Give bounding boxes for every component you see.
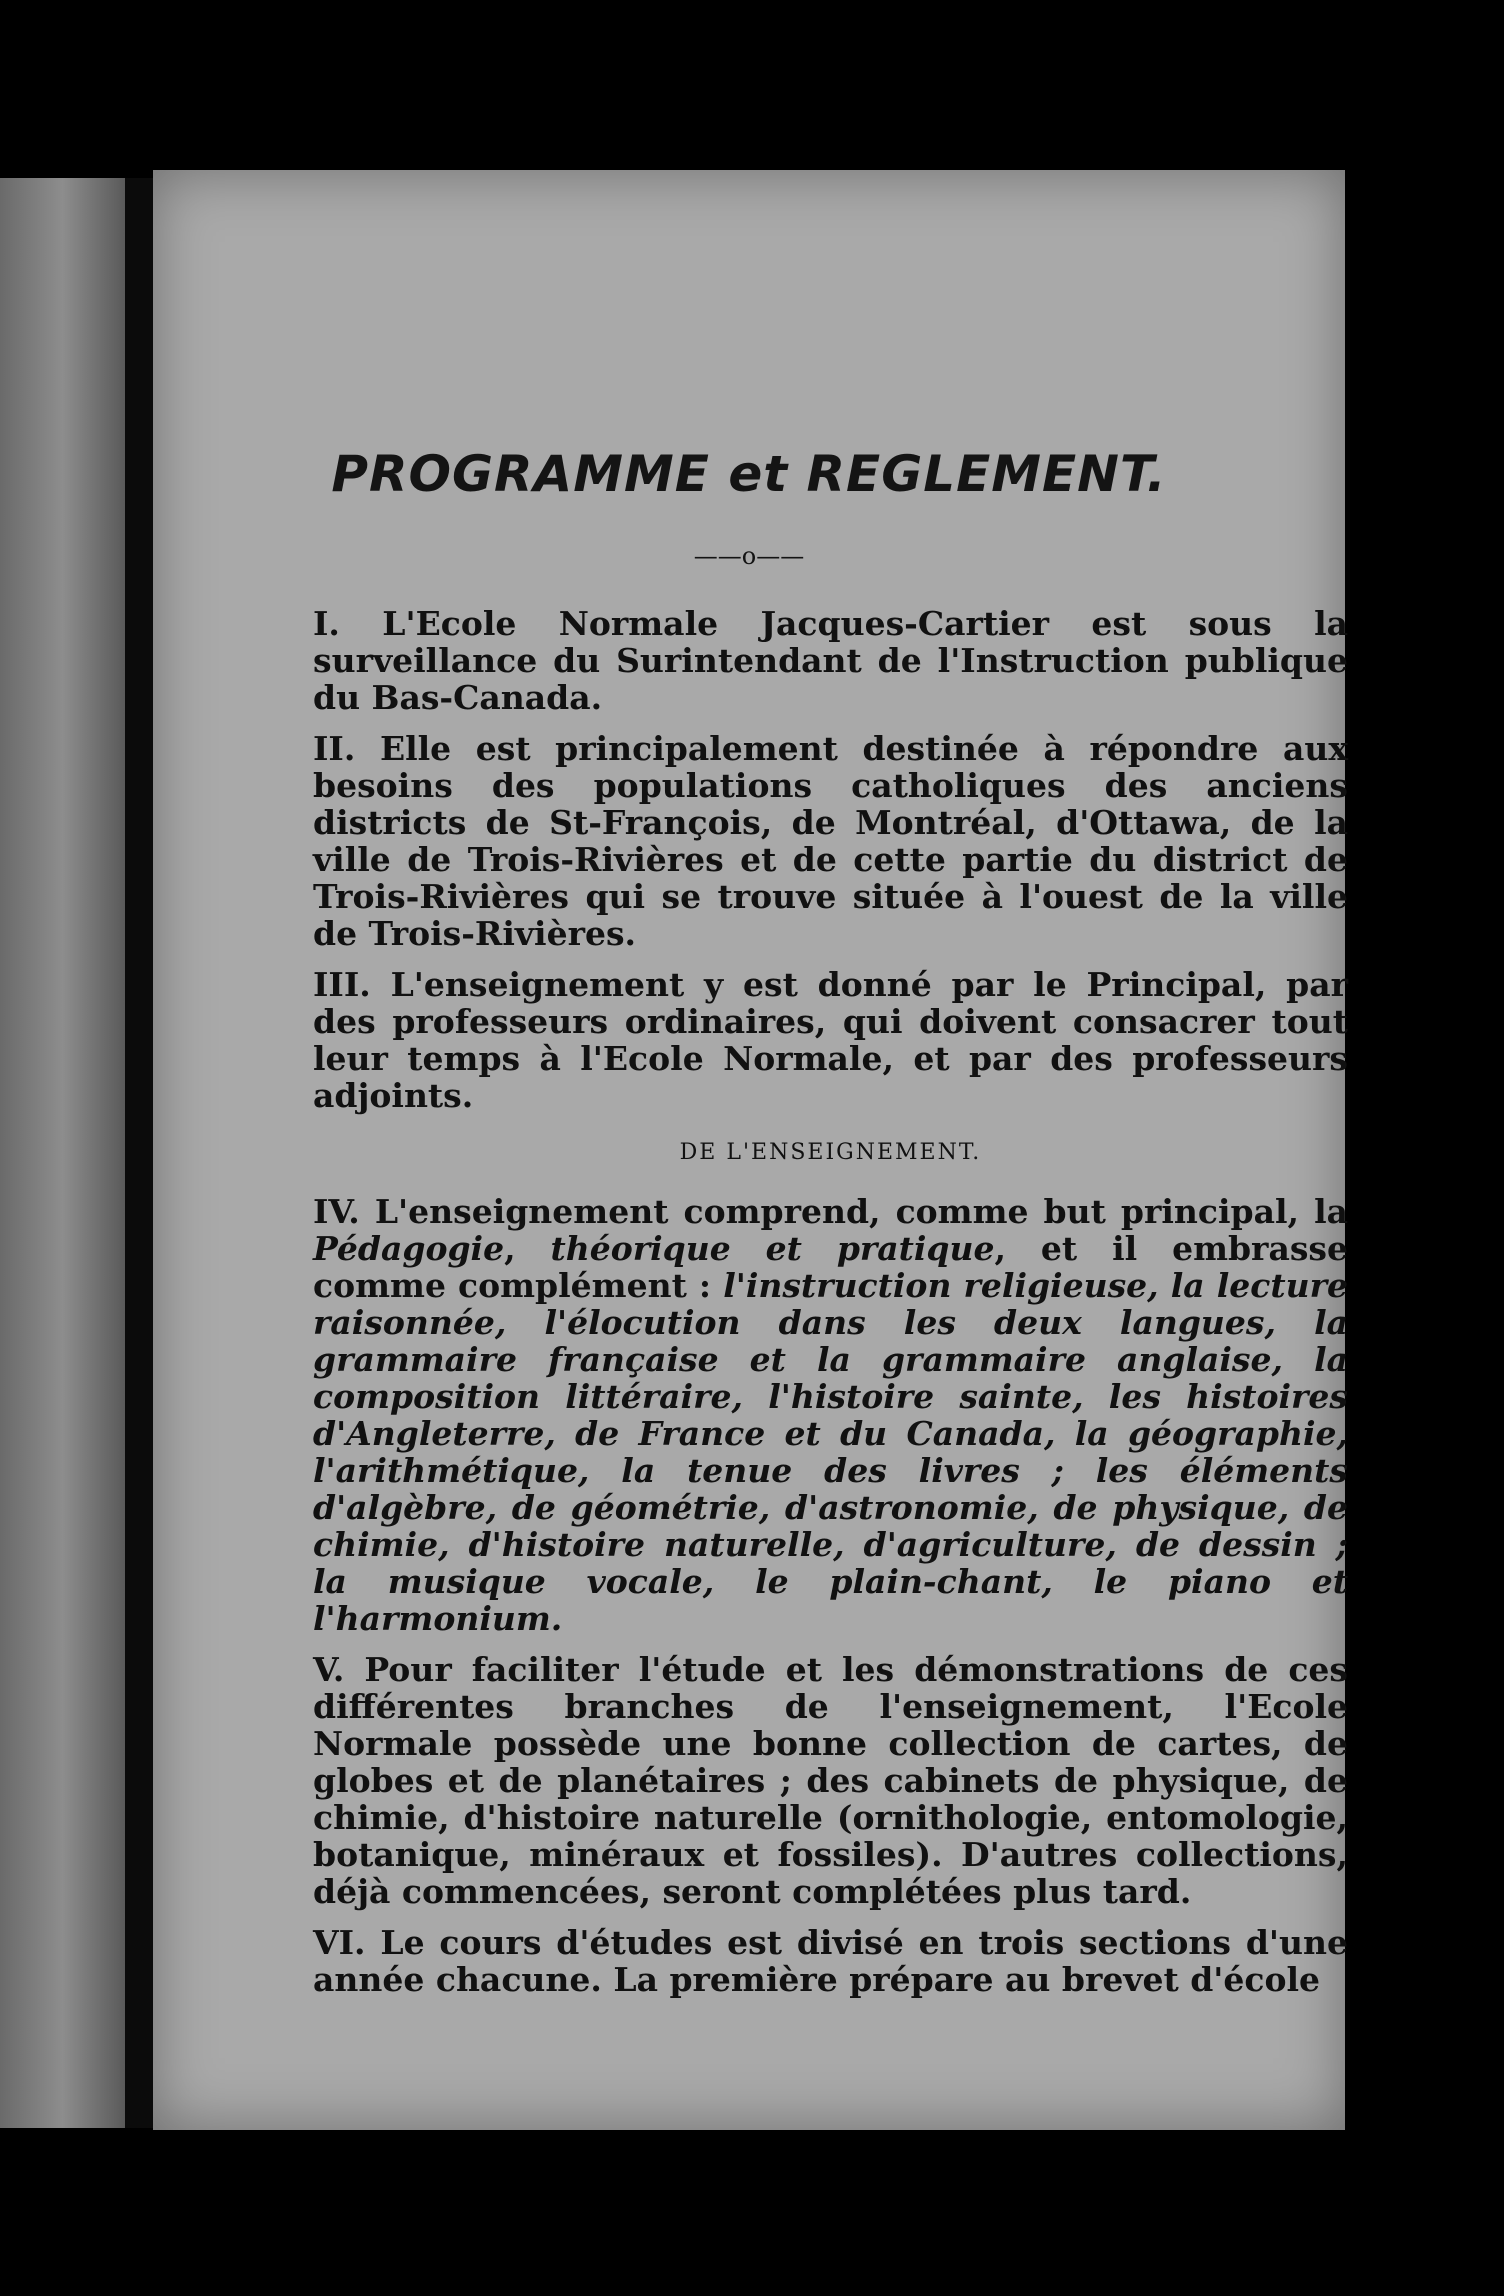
article-iv-sep: , (504, 1229, 551, 1268)
facing-page-edge (0, 178, 125, 2128)
article-ii: II. Elle est principalement destinée à répondre aux besoins des populations catholiques des anciens districts de St-François, de Montréal, d'Ottawa, de la ville de Trois-Rivières et de cette partie du district de Trois-Rivières qui se trouve située à l'ouest de la ville de Trois-Rivières. (313, 729, 1348, 953)
article-iv-number: IV. (313, 1192, 360, 1231)
document-page (153, 170, 1348, 2130)
title-ornament: ——o—— (693, 542, 805, 570)
section-heading: DE L'ENSEIGNEMENT. (679, 1140, 982, 1165)
article-iv (313, 1193, 1348, 1637)
book-gutter (125, 178, 153, 2128)
article-iv-mid: , et il embrasse comme complément : (313, 1229, 1348, 1305)
article-vi: VI. Le cours d'études est divisé en trois sections d'une année chacune. La première prépare au brevet d'école (313, 1923, 1348, 1999)
article-i: I. L'Ecole Normale Jacques-Cartier est sous la surveillance du Surintendant de l'Instruction publique du Bas-Canada. (313, 604, 1348, 717)
page-title: PROGRAMME et REGLEMENT. (331, 445, 1167, 503)
article-iv-subject-list: l'instruction religieuse, la lecture raisonnée, l'élocution dans les deux langues, la grammaire française et la grammaire anglaise, la composition littéraire, l'histoire sainte, les histoires d'Angleterre, de France et du Canada, la géographie, l'arithmétique, la tenue des livres ; les éléments d'algèbre, de géométrie, d'astronomie, de physique, de chimie, d'histoire naturelle, d'agriculture, de dessin ; la musique vocale, le plain-chant, le piano et l'harmonium. (313, 1266, 1348, 1638)
page-body (313, 605, 1348, 2012)
article-iv-lead: L'enseignement comprend, comme but principal, la (359, 1192, 1348, 1231)
article-iv-pedagogie: Pédagogie (313, 1229, 505, 1268)
article-iv-theorique: théorique et pratique (550, 1229, 995, 1268)
article-v: V. Pour faciliter l'étude et les démonstrations de ces différentes branches de l'enseignement, l'Ecole Normale possède une bonne collection de cartes, de globes et de planétaires ; des cabinets de physique, de chimie, d'histoire naturelle (ornithologie, entomologie, botanique, minéraux et fossiles). D'autres collections, déjà commencées, seront complétées plus tard. (313, 1650, 1348, 1911)
article-iii: III. L'enseignement y est donné par le Principal, par des professeurs ordinaires, qui doivent consacrer tout leur temps à l'Ecole Normale, et par des professeurs adjoints. (313, 965, 1348, 1115)
